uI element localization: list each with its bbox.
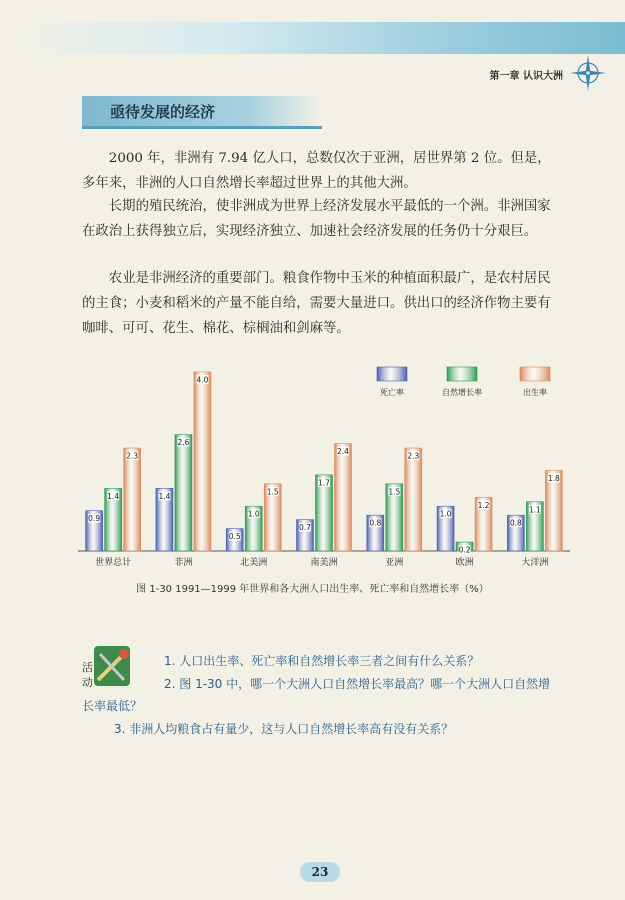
data-label-6-1: 1.1 xyxy=(528,505,541,515)
activity-label: 活动 xyxy=(82,661,93,689)
data-label-4-0: 0.8 xyxy=(369,518,382,528)
data-label-3-1: 1.7 xyxy=(318,478,330,488)
data-label-3-2: 2.4 xyxy=(337,447,349,457)
data-label-5-2: 1.2 xyxy=(477,500,490,510)
page-number: 23 xyxy=(300,862,340,882)
data-label-4-2: 2.3 xyxy=(407,451,420,461)
bar-1-1 xyxy=(175,435,192,551)
data-label-5-1: 0.2 xyxy=(458,545,471,555)
section-title: 亟待发展的经济 xyxy=(110,103,216,121)
paragraph-3: 农业是非洲经济的重要部门。粮食作物中玉米的种植面积最广，是农村居民的主食；小麦和稻米的产量不能自给，需要大量进口。供出口的经济作物主要有咖啡、可可、花生、棉花、棕榈油和剑麻等。 xyxy=(82,271,551,336)
bar-0-2 xyxy=(124,448,141,551)
legend-swatch-0 xyxy=(377,367,407,381)
data-label-2-0: 0.5 xyxy=(228,532,241,542)
paragraph-1: 2000 年，非洲有 7.94 亿人口，总数仅次于亚洲，居世界第 2 位。但是，多年来，非洲的人口自然增长率超过世界上的其他大洲。 xyxy=(82,151,551,191)
category-label-3: 南美洲 xyxy=(310,558,338,568)
category-label-2: 北美洲 xyxy=(240,558,268,568)
header-band xyxy=(0,22,625,54)
section-title-bar xyxy=(82,96,322,129)
data-label-0-0: 0.9 xyxy=(88,514,101,524)
category-label-0: 世界总计 xyxy=(95,558,132,568)
paragraph-2: 长期的殖民统治，使非洲成为世界上经济发展水平最低的一个洲。非洲国家在政治上获得独立后，实现经济独立、加速社会经济发展的任务仍十分艰巨。 xyxy=(82,199,551,239)
data-label-0-2: 2.3 xyxy=(126,451,139,461)
legend-swatch-2 xyxy=(520,367,550,381)
legend-label-1: 自然增长率 xyxy=(442,388,482,397)
compass-rose-icon xyxy=(569,54,607,92)
legend-label-2: 出生率 xyxy=(523,388,547,397)
data-label-6-0: 0.8 xyxy=(509,518,522,528)
data-label-5-0: 1.0 xyxy=(439,509,452,519)
data-label-1-2: 4.0 xyxy=(196,375,209,385)
chapter-header: 第一章 认识大洲 xyxy=(489,71,563,82)
bar-3-2 xyxy=(335,444,352,551)
data-label-2-1: 1.0 xyxy=(247,509,260,519)
category-label-1: 非洲 xyxy=(174,558,193,568)
figure-caption: 图 1-30 1991—1999 年世界和各大洲人口出生率、死亡率和自然增长率（%） xyxy=(136,584,489,595)
data-label-0-1: 1.4 xyxy=(107,491,120,501)
data-label-2-2: 1.5 xyxy=(266,487,279,497)
activity-question-1: 1. 人口出生率、死亡率和自然增长率三者之间有什么关系？ xyxy=(164,654,480,668)
activity-question-2: 2. 图 1-30 中，哪一个大洲人口自然增长率最高？哪一个大洲人口自然增长率最低？ xyxy=(82,677,551,713)
data-label-3-0: 0.7 xyxy=(299,523,311,533)
category-label-6: 大洋洲 xyxy=(521,558,549,568)
data-label-1-1: 2.6 xyxy=(177,438,190,448)
bar-1-2 xyxy=(194,372,211,551)
bar-4-2 xyxy=(405,448,422,551)
population-rate-bar-chart xyxy=(70,355,580,575)
category-label-4: 亚洲 xyxy=(385,558,404,568)
legend-label-0: 死亡率 xyxy=(380,388,404,397)
category-label-5: 欧洲 xyxy=(455,558,474,568)
legend-swatch-1 xyxy=(447,367,477,381)
data-label-6-2: 1.8 xyxy=(547,473,560,483)
data-label-1-0: 1.4 xyxy=(158,491,171,501)
data-label-4-1: 1.5 xyxy=(388,487,401,497)
activity-question-3: 3. 非洲人均粮食占有量少，这与人口自然增长率高有没有关系？ xyxy=(114,722,454,736)
